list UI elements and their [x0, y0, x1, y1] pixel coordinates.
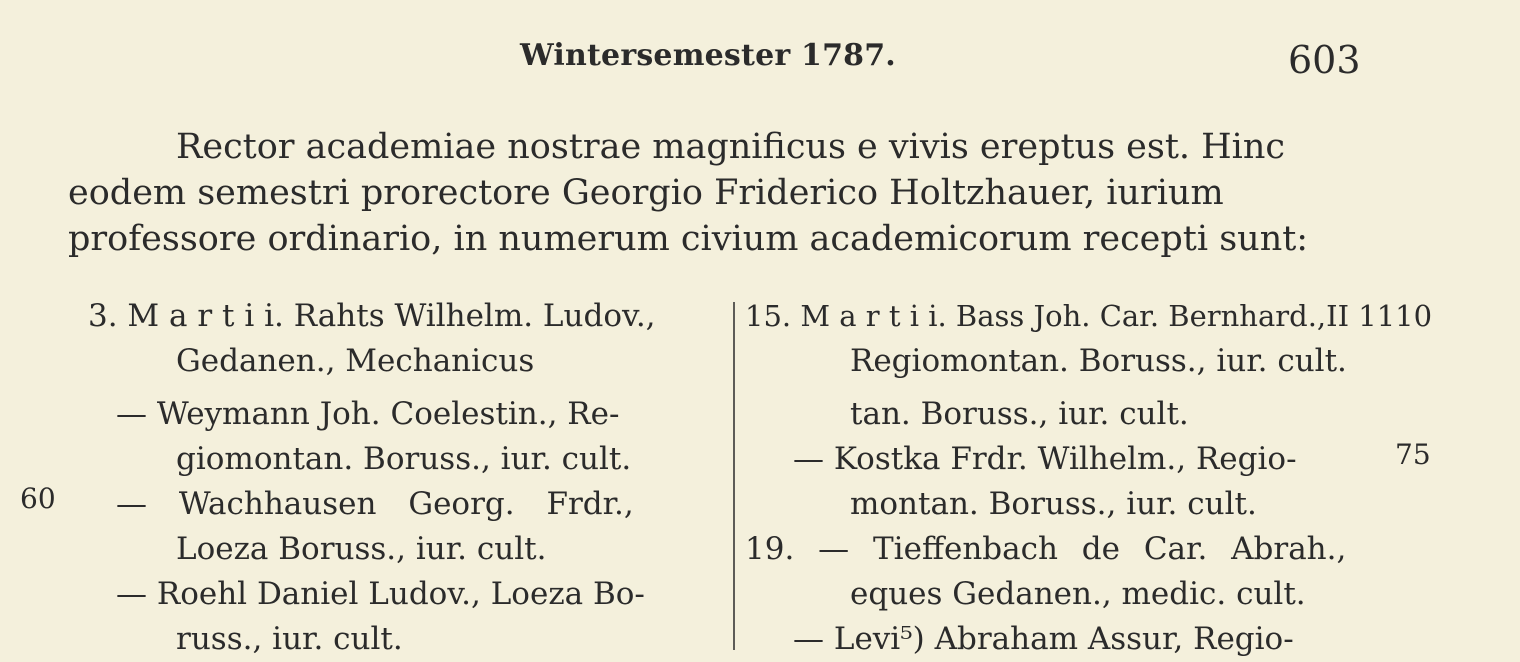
- matriculation-entry: [88, 294, 656, 384]
- entry-line: russ., iur. cult.: [176, 621, 403, 657]
- matriculation-entry: [745, 617, 1432, 662]
- bleed-through-line: [88, 384, 656, 392]
- entry-line: tan. Boruss., iur. cult.: [850, 396, 1189, 432]
- matriculation-entry: [745, 527, 1432, 617]
- entry-line: — Weymann Joh. Coelestin., Re-: [116, 396, 620, 432]
- entry-line: Loeza Boruss., iur. cult.: [176, 531, 547, 567]
- entry-line: — Kostka Frdr. Wilhelm., Regio-: [793, 441, 1297, 477]
- matriculation-entry: [745, 294, 1432, 384]
- left-column: [88, 294, 656, 662]
- line-number-right: 75: [1395, 438, 1431, 471]
- matriculation-entry: [745, 392, 1432, 437]
- matriculation-entry: [88, 392, 656, 482]
- entry-line: giomontan. Boruss., iur. cult.: [176, 441, 632, 477]
- intro-line: professore ordinario, in numerum civium academicorum recepti sunt:: [68, 219, 1309, 259]
- entry-line: eques Gedanen., medic. cult.: [850, 576, 1306, 612]
- entry-line: — Levi⁵) Abraham Assur, Regio-: [793, 621, 1294, 657]
- matriculation-entry: [745, 437, 1432, 527]
- matriculation-entry: [88, 572, 656, 662]
- entry-line: montan. Boruss., iur. cult.: [850, 486, 1257, 522]
- entry-line: Gedanen., Mechanicus: [176, 343, 535, 379]
- entry-line: 15. M a r t i i. Bass Joh. Car. Bernhard.,II 1110: [745, 299, 1433, 333]
- page-number: 603: [1288, 38, 1361, 82]
- entry-line: Regiomontan. Boruss., iur. cult.: [850, 343, 1347, 379]
- bleed-through-line: [745, 384, 1432, 392]
- line-number-left: 60: [20, 482, 56, 515]
- entry-line: 3. M a r t i i. Rahts Wilhelm. Ludov.,: [88, 298, 656, 334]
- matriculation-entry: [88, 482, 656, 572]
- column-divider: [733, 302, 735, 650]
- intro-line: Rector academiae nostrae magnificus e vivis ereptus est. Hinc: [176, 127, 1286, 167]
- entry-line: — Roehl Daniel Ludov., Loeza Bo-: [116, 576, 645, 612]
- intro-line: eodem semestri prorectore Georgio Friderico Holtzhauer, iurium: [68, 173, 1224, 213]
- entry-line: — Wachhausen Georg. Frdr.,: [116, 486, 634, 522]
- intro-paragraph: [68, 124, 1388, 262]
- entry-line: 19. — Tieffenbach de Car. Abrah.,: [745, 531, 1347, 567]
- right-column: [745, 294, 1432, 662]
- running-head: Wintersemester 1787.: [520, 38, 896, 73]
